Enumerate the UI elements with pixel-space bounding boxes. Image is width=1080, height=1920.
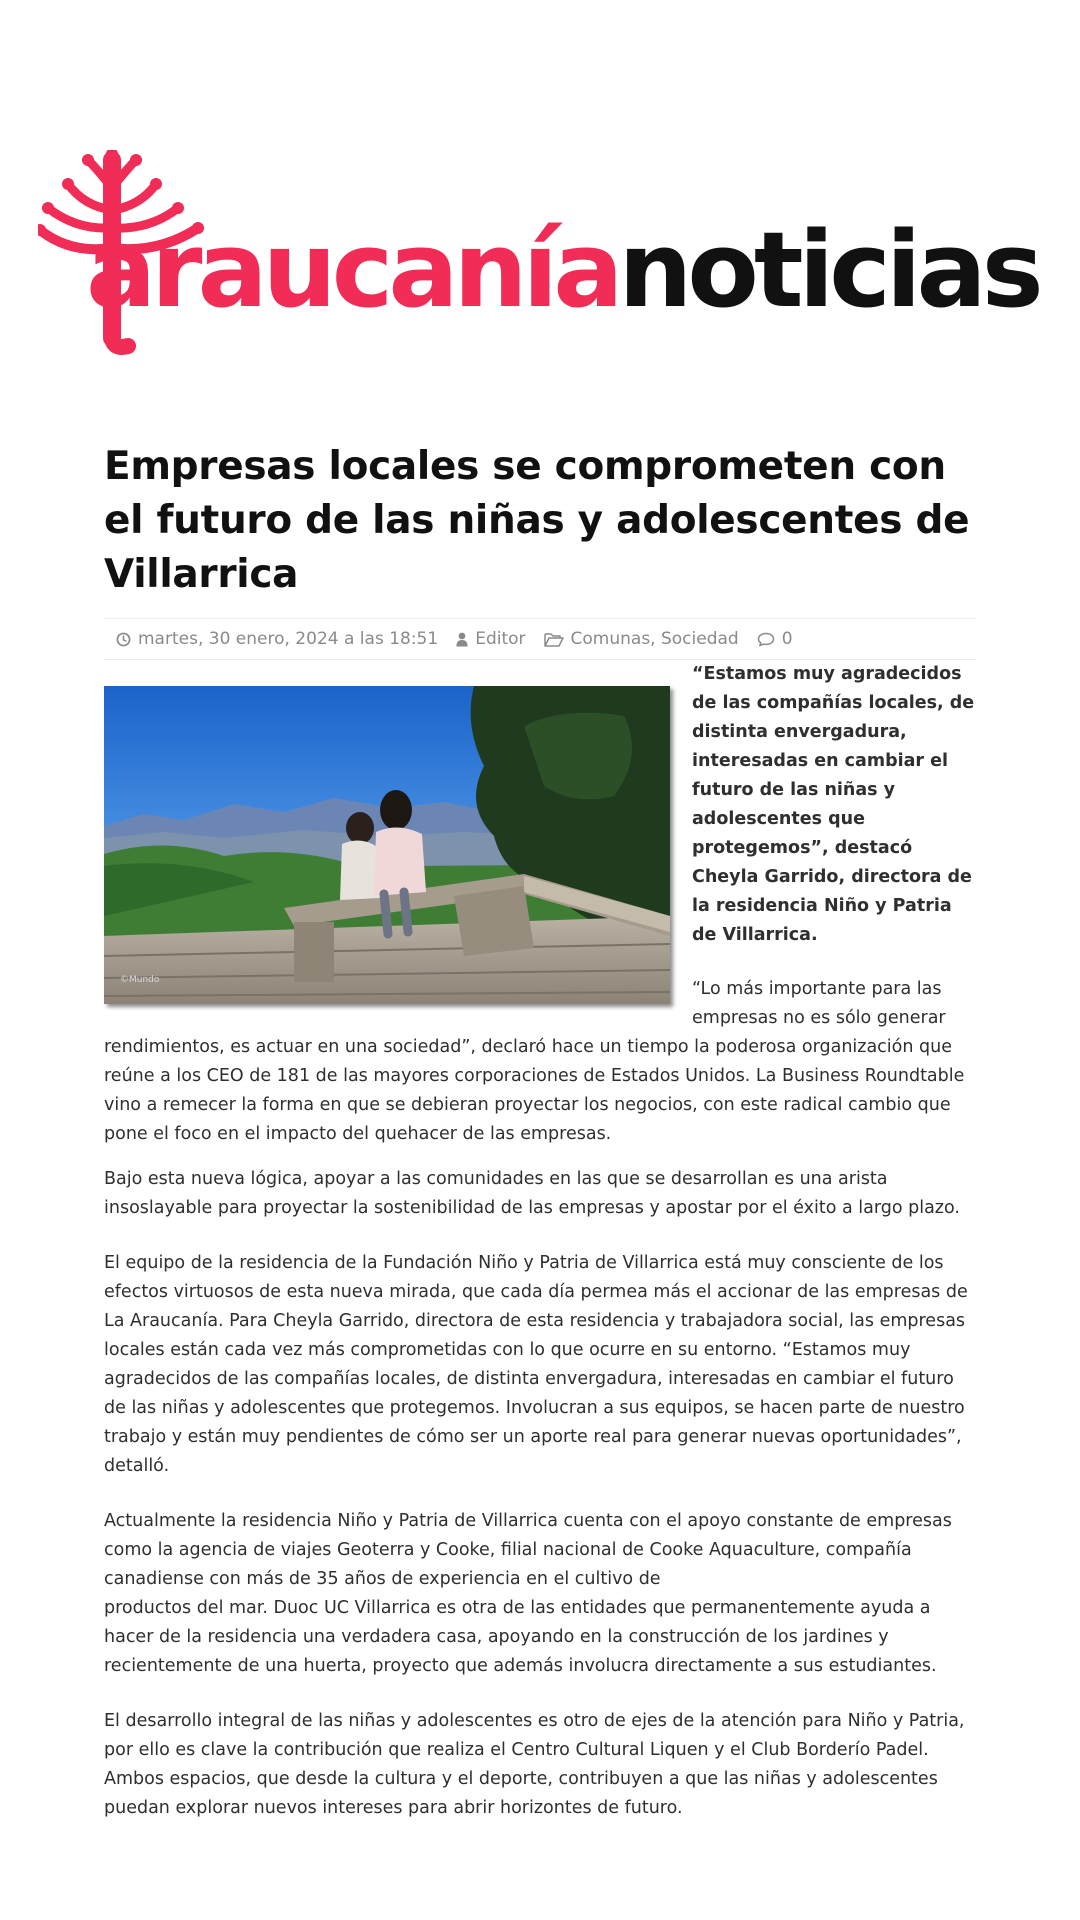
folder-icon (544, 632, 564, 647)
article-title: Empresas locales se comprometen con el futuro de las niñas y adolescentes de Villarrica (104, 444, 970, 597)
meta-comment-count[interactable]: 0 (781, 629, 793, 649)
article-lead: “Estamos muy agradecidos de las compañías locales, de distinta envergadura, interesadas en cambiar el futuro de las niñas y adolescentes que protegemos”, destacó Cheyla Garrido, directora de la residencia Niño y Patria de Villarrica. (692, 664, 975, 945)
meta-date (116, 629, 438, 649)
meta-categories (544, 629, 739, 649)
article-paragraph: Bajo esta nueva lógica, apoyar a las comunidades en las que se desarrollan es una arista insoslayable para proyectar la sostenibilidad de las empresas y apostar por el éxito a largo plazo. (104, 1169, 960, 1218)
article-image[interactable] (104, 686, 670, 1004)
article-paragraph: El equipo de la residencia de la Fundación Niño y Patria de Villarrica está muy consciente de los efectos virtuosos de esta nueva mirada, que cada día permea más el accionar de las empresas de La Araucanía. Para Cheyla Garrido, directora de esta residencia y trabajadora social, las empresas locales están cada vez más comprometidas con lo que ocurre en su entorno. “Estamos muy agradecidos de las compañías locales, de distinta envergadura, interesadas en cambiar el futuro de las niñas y adolescentes que protegemos. Involucran a sus equipos, se hacen parte de nuestro trabajo y están muy pendientes de cómo ser un aporte real para generar nuevas oportunidades”, detalló. (104, 1253, 968, 1476)
logo-text-araucania: araucanía (86, 209, 619, 331)
article-paragraph-part: productos del mar. Duoc UC Villarrica es otra de las entidades que permanentemente ayuda a hacer de la residencia una verdadera casa, apoyando en la construcción de los jardines y recientemente de una huerta, proyecto que además involucra directamente a sus estudiantes. (104, 1598, 937, 1676)
article (104, 440, 976, 1823)
meta-author-link[interactable]: Editor (475, 629, 526, 649)
comment-icon (757, 632, 775, 647)
article-paragraph: El desarrollo integral de las niñas y adolescentes es otro de ejes de la atención para Niño y Patria, por ello es clave la contribución que realiza el Centro Cultural Liquen y el Club Borderío Padel. Ambos espacios, que desde la cultura y el deporte, contribuyen a que las niñas y adolescentes puedan explorar nuevos intereses para abrir horizontes de futuro. (104, 1711, 965, 1818)
article-meta (104, 618, 976, 660)
photo-girls-on-wooden-deck (104, 686, 670, 1004)
clock-icon (116, 632, 131, 647)
meta-categories-links[interactable]: Comunas, Sociedad (570, 629, 739, 649)
article-paragraph (104, 1507, 976, 1681)
meta-date-text[interactable]: martes, 30 enero, 2024 a las 18:51 (138, 629, 439, 649)
meta-author (456, 629, 525, 649)
article-paragraph-part: Actualmente la residencia Niño y Patria de Villarrica cuenta con el apoyo constante de empresas como la agencia de viajes Geoterra y Cooke, filial nacional de Cooke Aquaculture, compañía canadiense con más de 35 años de experiencia en el cultivo de (104, 1511, 952, 1589)
logo-text-noticias: noticias (618, 209, 1039, 331)
logo-wordmark[interactable] (86, 209, 1039, 331)
photo-watermark: ©Mundo (120, 975, 160, 985)
meta-comments (757, 629, 793, 649)
user-icon (456, 632, 468, 647)
article-paragraph: “Lo más importante para las empresas no es sólo generar rendimientos, es actuar en una sociedad”, declaró hace un tiempo la poderosa organización que reúne a los CEO de 181 de las mayores corporaciones de Estados Unidos. La Business Roundtable vino a remecer la forma en que se debieran proyectar los negocios, con este radical cambio que pone el foco en el impacto del quehacer de las empresas. (104, 979, 965, 1144)
article-body (104, 660, 976, 1823)
